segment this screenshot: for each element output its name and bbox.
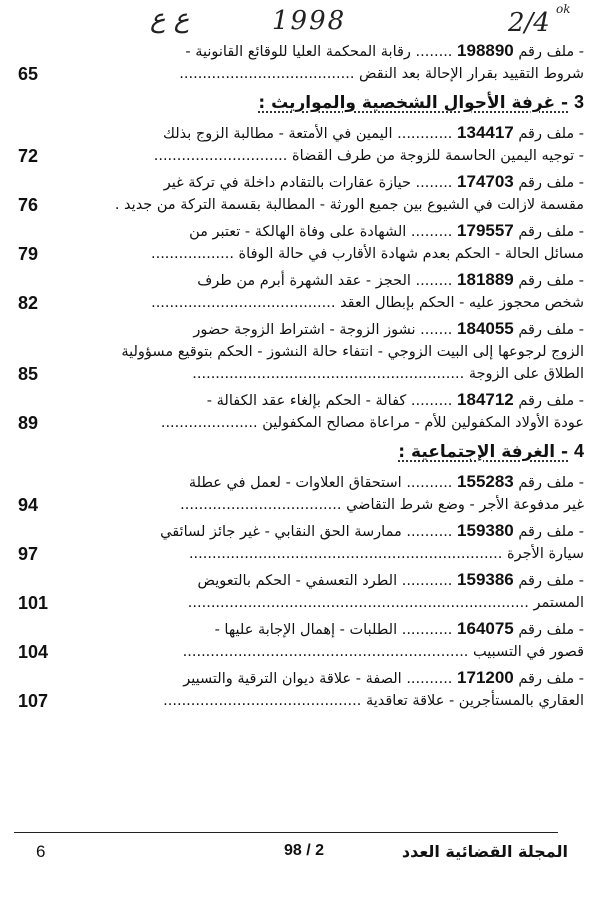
- entry-tail-text: مقسمة لازالت في الشيوع بين جميع الورثة - المطالبة بقسمة التركة من جديد .: [114, 197, 584, 213]
- entry-line: - ملف رقم 171200 .......... الصفة - علاقة ديوان الترقية والتسيير: [183, 668, 584, 687]
- entry-line: - ملف رقم 181889 ........ الحجز - عقد الشهرة أبرم من طرف: [197, 270, 584, 289]
- entry-line: الزوج لرجوعها إلى البيت الزوجي - انتفاء حالة النشوز - الحكم بتوقيع مسؤولية: [121, 344, 584, 360]
- entry-last-line: [14, 412, 584, 434]
- entry-tail-text: الطلاق على الزوجة ...........................................................: [192, 366, 584, 382]
- entry-page-number: 104: [18, 642, 49, 662]
- entry-line: - ملف رقم 179557 ......... الشهادة على وفاة الهالكة - تعتبر من: [189, 221, 584, 240]
- entry-tail-text: سيارة الأجرة ....................................................................: [188, 546, 584, 562]
- entry-tail-text: العقاري بالمستأجرين - علاقة تعاقدية ...........................................: [163, 693, 584, 709]
- handwritten-mark-left: ع ع: [150, 4, 190, 34]
- entry-tail-text: مسائل الحالة - الحكم بعدم شهادة الأقارب في حالة الوفاة ..................: [150, 246, 584, 262]
- section-number: 3: [573, 92, 584, 112]
- entry-last-line: [14, 292, 584, 314]
- entry-line: - ملف رقم 134417 ............ اليمين في الأمتعة - مطالبة الزوج بذلك: [163, 123, 584, 142]
- entry-last-line: [14, 243, 584, 265]
- section-title: - الغرفة الإجتماعية :: [398, 442, 569, 462]
- section-title: - غرفة الأحوال الشخصية والمواريث :: [258, 93, 569, 113]
- toc-entry: [14, 269, 584, 314]
- section-number: 4: [573, 441, 584, 461]
- toc-entry: [14, 40, 584, 85]
- entry-last-line: [14, 63, 584, 85]
- entry-page-number: 72: [18, 146, 39, 166]
- toc-entry: [14, 122, 584, 167]
- section-heading: [14, 89, 584, 116]
- entry-line: - ملف رقم 198890 ........ رقابة المحكمة العليا للوقائع القانونية -: [185, 41, 584, 60]
- journal-title: المجلة القضائية العدد: [401, 842, 568, 861]
- section-heading: [14, 438, 584, 465]
- entry-page-number: 76: [18, 195, 39, 215]
- toc-entry: [14, 389, 584, 434]
- toc-entry: [14, 569, 584, 614]
- entry-tail-text: غير مدفوعة الأجر - وضع شرط التقاضي ...................................: [180, 497, 584, 513]
- entry-page-number: 97: [18, 544, 39, 564]
- entry-line: - ملف رقم 184712 ......... كفالة - الحكم بإلغاء عقد الكفالة -: [206, 390, 584, 409]
- entry-page-number: 79: [18, 244, 39, 264]
- toc-entry: [14, 471, 584, 516]
- entry-page-number: 107: [18, 691, 49, 711]
- handwritten-fraction: 2/4: [508, 8, 550, 38]
- entry-page-number: 65: [18, 64, 39, 84]
- entry-tail-text: عودة الأولاد المكفولين للأم - مراعاة مصالح المكفولين .....................: [160, 415, 584, 431]
- table-of-contents: [14, 40, 584, 716]
- entry-page-number: 101: [18, 593, 49, 613]
- entry-page-number: 94: [18, 495, 39, 515]
- entry-tail-text: شروط التقييد بقرار الإحالة بعد النقض ......................................: [179, 66, 584, 82]
- entry-page-number: 89: [18, 413, 39, 433]
- entry-last-line: [14, 690, 584, 712]
- entry-last-line: [14, 194, 584, 216]
- entry-last-line: [14, 543, 584, 565]
- page-footer: [14, 842, 568, 866]
- handwritten-year: 1998: [272, 6, 347, 36]
- entry-line: - ملف رقم 155283 .......... استحقاق العلاوات - لعمل في عطلة: [188, 472, 584, 491]
- entry-tail-text: المستمر ..........................................................................: [187, 595, 584, 611]
- issue-number: 98 / 2: [284, 842, 325, 859]
- entry-tail-text: شخص محجوز عليه - الحكم بإبطال العقد ........................................: [151, 295, 584, 311]
- entry-page-number: 82: [18, 293, 39, 313]
- entry-last-line: [14, 494, 584, 516]
- footer-rule: [14, 832, 558, 833]
- entry-line: - ملف رقم 164075 ........... الطلبات - إهمال الإجابة عليها -: [214, 619, 584, 638]
- entry-line: - ملف رقم 159386 ........... الطرد التعسفي - الحكم بالتعويض: [197, 570, 584, 589]
- page-number: 6: [36, 842, 46, 861]
- entry-line: - ملف رقم 184055 ....... نشوز الزوجة - اشتراط الزوجة حضور: [193, 319, 584, 338]
- toc-entry: [14, 171, 584, 216]
- toc-entry: [14, 520, 584, 565]
- entry-last-line: [14, 145, 584, 167]
- handwritten-note: ok: [556, 2, 571, 16]
- entry-last-line: [14, 641, 584, 663]
- toc-entry: [14, 318, 584, 385]
- toc-entry: [14, 618, 584, 663]
- entry-last-line: [14, 592, 584, 614]
- entry-line: - ملف رقم 159380 .......... ممارسة الحق النقابي - غير جائز لسائقي: [160, 521, 584, 540]
- entry-page-number: 85: [18, 364, 39, 384]
- entry-last-line: [14, 363, 584, 385]
- entry-line: - ملف رقم 174703 ........ حيازة عقارات بالتقادم داخلة في تركة غير: [163, 172, 584, 191]
- entry-tail-text: قصور في التسبيب ..............................................................: [182, 644, 584, 660]
- entry-tail-text: - توجيه اليمين الحاسمة للزوجة من طرف القضاة .............................: [153, 148, 584, 164]
- toc-entry: [14, 667, 584, 712]
- toc-entry: [14, 220, 584, 265]
